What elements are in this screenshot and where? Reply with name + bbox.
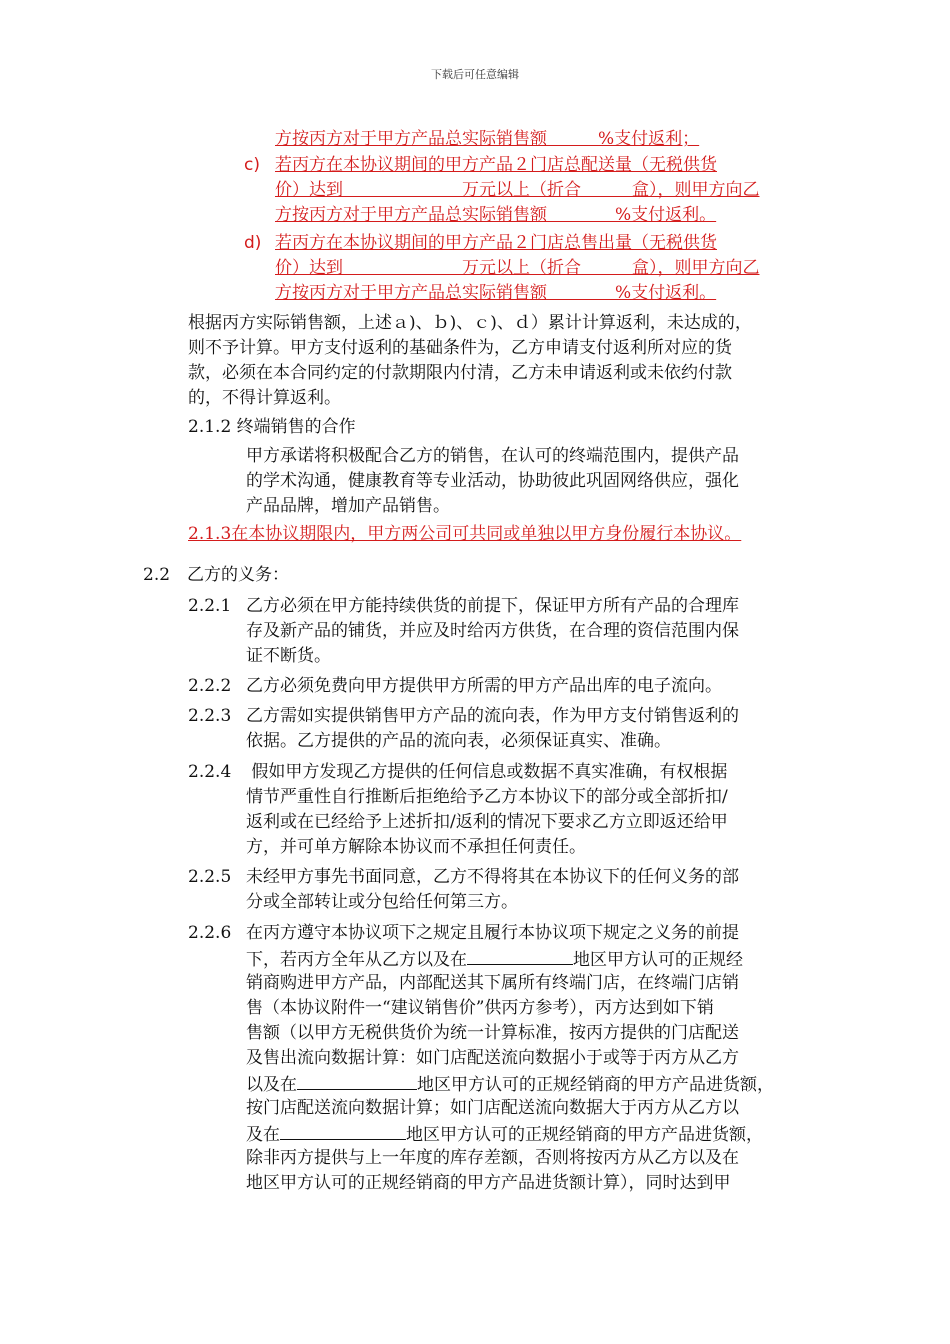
clause-2-2-6-line: 及售出流向数据计算：如门店配送流向数据小于或等于丙方从乙方 [246, 1048, 739, 1068]
section-2-1-2-line: 产品品牌，增加产品销售。 [246, 496, 450, 516]
clause-2-2-1-line: 存及新产品的铺货，并应及时给丙方供货，在合理的资信范围内保 [246, 621, 739, 641]
clause-2-2-3-line: 依据。乙方提供的产品的流向表，必须保证真实、准确。 [246, 731, 671, 751]
item-c-line: 方按丙方对于甲方产品总实际销售额 %支付返利。 [275, 205, 717, 225]
clause-2-2-5-line: 未经甲方事先书面同意，乙方不得将其在本协议下的任何义务的部 [246, 867, 739, 887]
item-c-line: 价）达到 万元以上（折合 盒），则甲方向乙 [275, 180, 760, 200]
section-2-1-2-heading: 2.1.2 终端销售的合作 [188, 417, 356, 437]
clause-text: 地区甲方认可的正规经销商的甲方产品进货额， [417, 1075, 774, 1095]
section-2-1-2-line: 的学术沟通，健康教育等专业活动，协助彼此巩固网络供应，强化 [246, 471, 739, 491]
item-d-marker: d) [244, 233, 262, 253]
clause-2-2-6-line [246, 946, 743, 972]
clause-2-2-4-line: 返利或在已经给予上述折扣/返利的情况下要求乙方立即返还给甲 [246, 812, 728, 832]
clause-2-2-2-line: 乙方必须免费向甲方提供甲方所需的甲方产品出库的电子流向。 [246, 676, 722, 696]
clause-2-2-6-line: 在丙方遵守本协议项下之规定且履行本协议项下规定之义务的前提 [246, 923, 739, 943]
clause-number: 2.2.4 [188, 762, 232, 782]
item-c-marker: c) [244, 155, 260, 175]
clause-text: 以及在 [246, 1075, 297, 1095]
clause-2-2-4-line: 情节严重性自行推断后拒绝给予乙方本协议下的部分或全部折扣/ [246, 787, 728, 807]
clause-number: 2.2.5 [188, 867, 232, 887]
clause-number: 2.2.3 [188, 706, 232, 726]
clause-2-2-6-line: 除非丙方提供与上一年度的库存差额，否则将按丙方从乙方以及在 [246, 1148, 739, 1168]
clause-2-2-1-line: 证不断货。 [246, 646, 331, 666]
item-d-line: 方按丙方对于甲方产品总实际销售额 %支付返利。 [275, 283, 717, 303]
clause-2-2-6-line: 售（本协议附件一“建议销售价”供丙方参考），丙方达到如下销 [246, 998, 714, 1018]
rebate-paragraph-line: 的，不得计算返利。 [188, 388, 341, 408]
clause-2-2-3-line: 乙方需如实提供销售甲方产品的流向表，作为甲方支付销售返利的 [246, 706, 739, 726]
clause-number: 2.2.2 [188, 676, 232, 696]
clause-2-2-4-line: 方，并可单方解除本协议而不承担任何责任。 [246, 837, 586, 857]
item-b-tail: 方按丙方对于甲方产品总实际销售额 %支付返利； [275, 129, 700, 149]
page-header: 下载后可任意编辑 [431, 68, 519, 81]
clause-text: 及在 [246, 1125, 280, 1145]
clause-text: 下，若丙方全年从乙方以及在 [246, 950, 467, 970]
section-2-1-3: 2.1.3在本协议期限内，甲方两公司可共同或单独以甲方身份履行本协议。 [188, 524, 742, 544]
clause-text: 地区甲方认可的正规经销商的甲方产品进货额， [406, 1125, 763, 1145]
clause-2-2-4-line: 假如甲方发现乙方提供的任何信息或数据不真实准确，有权根据 [246, 762, 728, 782]
section-2-1-2-line: 甲方承诺将积极配合乙方的销售，在认可的终端范围内，提供产品 [246, 446, 739, 466]
item-c-line: 若丙方在本协议期间的甲方产品２门店总配送量（无税供货 [275, 155, 717, 175]
clause-number: 2.2.6 [188, 923, 232, 943]
clause-2-2-6-line: 销商购进甲方产品，内部配送其下属所有终端门店，在终端门店销 [246, 973, 739, 993]
fill-in-blank [467, 946, 573, 965]
clause-2-2-6-line: 售额（以甲方无税供货价为统一计算标准，按丙方提供的门店配送 [246, 1023, 739, 1043]
rebate-paragraph-line: 根据丙方实际销售额，上述ａ)、ｂ)、ｃ)、ｄ）累计计算返利，未达成的， [188, 313, 752, 333]
clause-2-2-5-line: 分或全部转让或分包给任何第三方。 [246, 892, 518, 912]
section-2-2-heading: 2.2 乙方的义务： [143, 565, 290, 585]
fill-in-blank [297, 1071, 417, 1090]
fill-in-blank [280, 1121, 406, 1140]
rebate-paragraph-line: 款，必须在本合同约定的付款期限内付清，乙方未申请返利或未依约付款 [188, 363, 732, 383]
clause-2-2-6-line [246, 1071, 774, 1097]
item-d-line: 价）达到 万元以上（折合 盒），则甲方向乙 [275, 258, 760, 278]
item-d-line: 若丙方在本协议期间的甲方产品２门店总售出量（无税供货 [275, 233, 717, 253]
clause-2-2-6-line: 按门店配送流向数据计算；如门店配送流向数据大于丙方从乙方以 [246, 1098, 739, 1118]
clause-text: 地区甲方认可的正规经 [573, 950, 743, 970]
clause-2-2-1-line: 乙方必须在甲方能持续供货的前提下，保证甲方所有产品的合理库 [246, 596, 739, 616]
rebate-paragraph-line: 则不予计算。甲方支付返利的基础条件为，乙方申请支付返利所对应的货 [188, 338, 732, 358]
clause-2-2-6-line: 地区甲方认可的正规经销商的甲方产品进货额计算），同时达到甲 [246, 1173, 731, 1193]
clause-2-2-6-line [246, 1121, 763, 1147]
clause-number: 2.2.1 [188, 596, 232, 616]
